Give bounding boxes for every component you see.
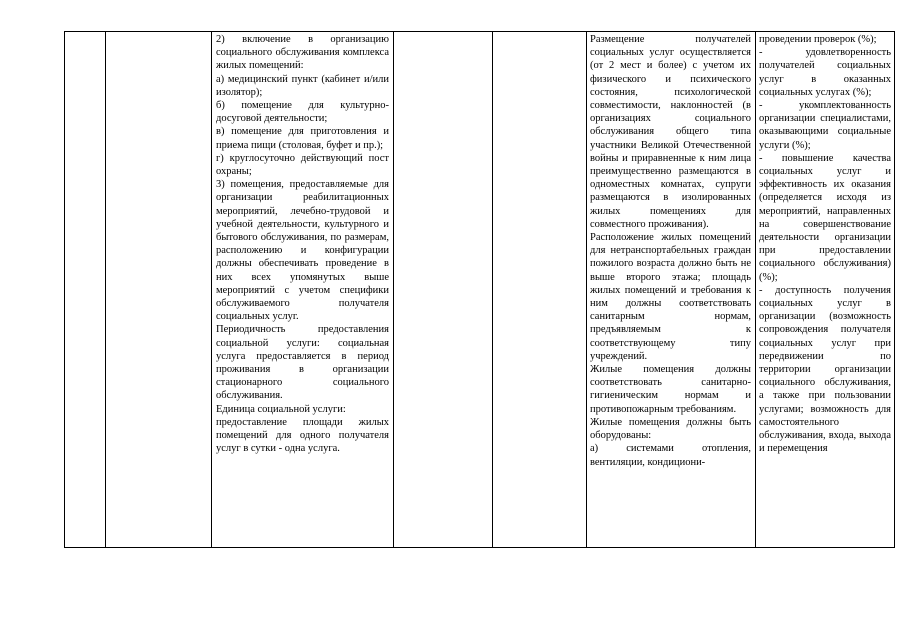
paragraph: 2) включение в организацию социального обслуживания комплекса жилых помещений: [216,34,389,72]
service-description-cell [216,33,389,545]
column-divider [393,31,394,548]
paragraph: - повышение качества социальных услуг и эффективность их оказания (определяется исходя из мероприятий, направленных на совершенствование деятельности организации при предоставлении социального обслуживания) (%); [759,152,891,283]
paragraph: б) помещение для культурно-досуговой деятельности; [216,100,389,125]
paragraph: предоставление площади жилых помещений для одного получателя услуг в сутки - одна услуга. [216,416,389,455]
paragraph: в) помещение для приготовления и приема пищи (столовая, буфет и пр.); [216,126,389,151]
table-bottom-border [64,547,894,548]
quality-indicators-cell [759,33,891,545]
paragraph: - доступность получения социальных услуг в организации (возможность сопровождения получателя социальных услуг при передвижении по территории организации социального обслуживания, а также при пользовании услугами; возможность для самостоятельного обслуживания, входа, выхода и перемещения [759,284,891,455]
paragraph: Размещение получателей социальных услуг осуществляется (от 2 мест и более) с учетом их физического и психического состояния, психологической совместимости, наклонностей (в организациях социального обслуживания общего типа участники Великой Отечественной войны и приравненные к ним лица преимущественно размещаются в одноместных комнатах, супруги размещаются в изолированных жилых помещениях для совместного проживания). [590,34,751,230]
column-divider [894,31,895,548]
paragraph: Единица социальной услуги: [216,403,346,415]
table-top-border [64,31,894,32]
paragraph: Периодичность предоставления социальной услуги: социальная услуга предоставляется в период проживания в организации стационарного социального обслуживания. [216,324,389,402]
paragraph: г) круглосуточно действующий пост охраны; [216,152,389,178]
paragraph: Расположение жилых помещений для нетранспортабельных граждан пожилого возраста должно быть не выше второго этажа; площадь жилых помещений и требования к ним должны соответствовать санитарным нормам, предъявляемым к соответствующему типу учреждений. [590,232,751,362]
paragraph: Жилые помещения должны быть оборудованы: [590,416,751,442]
paragraph: 3) помещения, предоставляемые для организации реабилитационных мероприятий, лечебно-трудовой и учебной деятельности, культурного и бытового обслуживания, по размерам, расположению и конфигурации должны обеспечивать проведение в них всех упомянутых выше мероприятий с учетом специфики обслуживаемого получателя социальных услуг. [216,179,389,323]
paragraph: - укомплектованность организации специалистами, оказывающими социальные услуги (%); [759,100,891,151]
column-divider [586,31,587,548]
paragraph: проведении проверок (%); [759,34,877,45]
paragraph: а) медицинский пункт (кабинет и/или изолятор); [216,73,389,98]
paragraph: а) системами отопления, вентиляции, кондициони- [590,443,751,468]
column-divider [492,31,493,548]
service-conditions-cell [590,33,751,545]
column-divider [755,31,756,548]
paragraph: Жилые помещения должны соответствовать санитарно-гигиеническим нормам и противопожарным требованиям. [590,364,751,415]
column-divider [64,31,65,548]
paragraph: - удовлетворенность получателей социальных услуг в оказанных социальных услугах (%); [759,47,891,98]
column-divider [105,31,106,548]
column-divider [211,31,212,548]
